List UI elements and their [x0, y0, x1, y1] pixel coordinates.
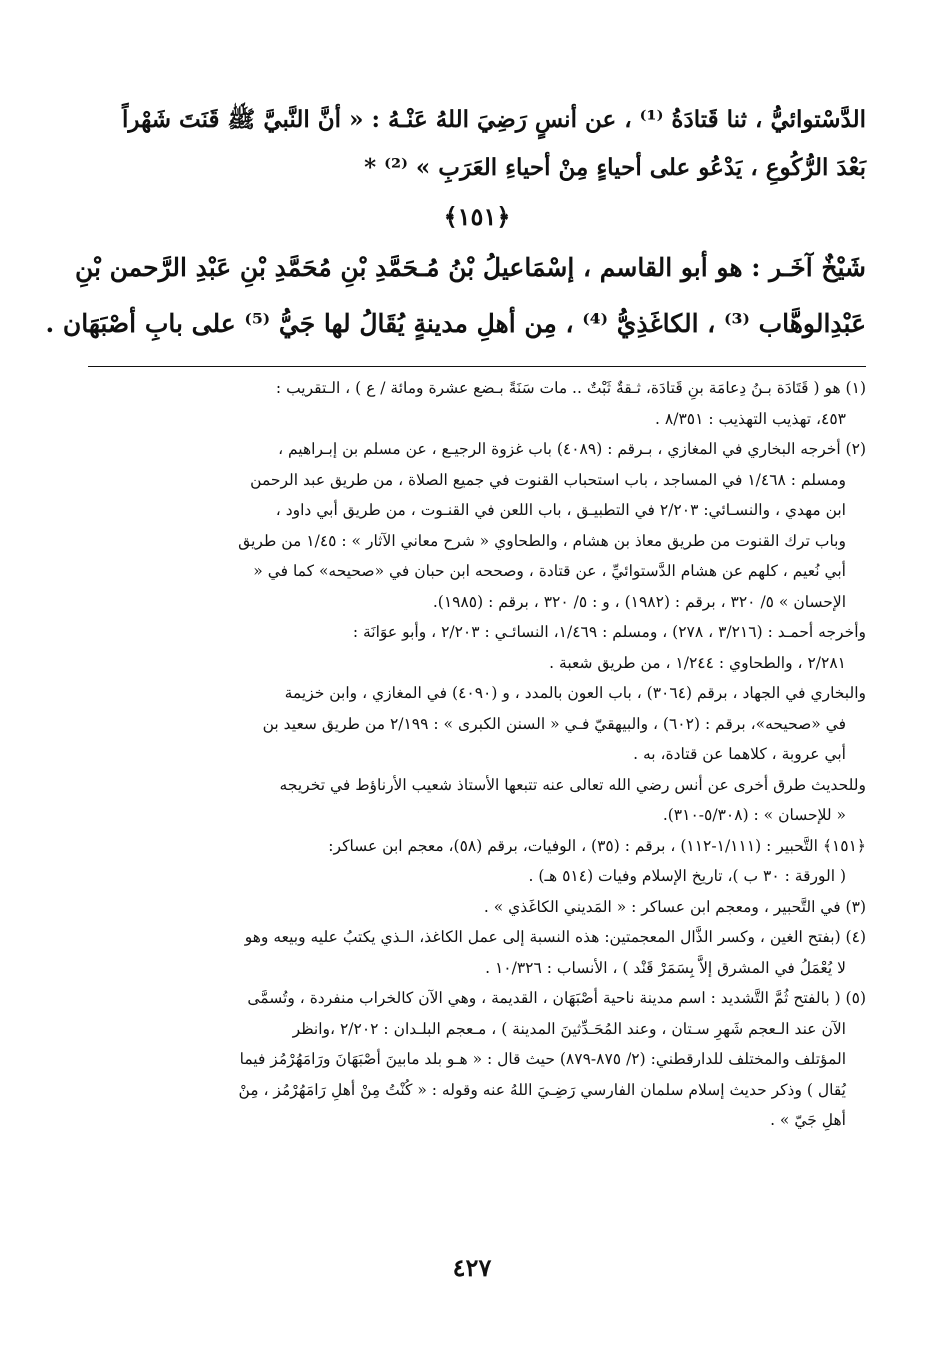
- footnote-line: أبي نُعيم ، كلهم عن هشام الدَّستوائيِّ ، عن قتادة ، وصححه ابن حبان في «صحيحه» كما في «: [253, 562, 846, 580]
- footnote-line: لا يُعْمَلُ في المشرق إلاَّ بِسَمَرْ قَنْد ) ، الأنساب : ١٠/٣٢٦ .: [485, 958, 846, 977]
- hadith-text: [88, 96, 866, 192]
- footnote-line: المؤتلف والمختلف للدارقطني: (٢/ ٨٧٥-٨٧٩) حيث قال : « هـو بلد مابينَ أصْبَهَانَ ورَامَهُرْمُز فيما: [239, 1050, 846, 1068]
- footnote: [88, 770, 866, 831]
- footnote-line: الآن عند الـعجم شَهرِ سـتان ، وعند المُحَـدِّثينَ المدينة ) ، مـعجم البلـدان : ٢/٢٠٢ ،وانظر: [292, 1019, 846, 1038]
- footnote-line: ابن مهدي ، والنسـائي: ٢/٢٠٣ في التطبيـق ، باب اللعن في القنـوت ، من طريق أبي داود ،: [275, 501, 846, 519]
- footnote-divider: [88, 366, 866, 367]
- footnote-line: وباب ترك القنوت من طريق معاذ بن هشام ، والطحاوي « شرح معاني الآثار » : ١/٤٥ من طريق: [238, 531, 846, 550]
- footnote-line: « للإحسان » : (٥/٣٠٨-٣١٠).: [662, 806, 846, 824]
- book-page: [45, 96, 866, 1294]
- footnote: [88, 983, 866, 1136]
- footnote-line: يُقال ) وذكر حديث إسلام سلمان الفارسي رَضِـيَ اللهُ عنه وقوله : « كُنْتُ مِنْ أهلِ رَامَهُرْمُز ، مِنْ: [238, 1080, 846, 1099]
- footnote: [88, 892, 866, 923]
- sheikh-line: عَبْدِالوهَّاب ⁽³⁾ ، الكاغَذِيُّ ⁽⁴⁾ ، مِن أهلِ مدينةٍ يُقَالُ لها جَيُّ ⁽⁵⁾ على بابِ أصْبَهَان .: [45, 309, 866, 338]
- footnote-line: ٢/٢٨١ ، والطحاوي : ١/٢٤٤ ، من طريق شعبة .: [549, 653, 846, 672]
- footnote-line: الإحسان » ٥/ ٣٢٠ ، برقم : (١٩٨٢) ، و : ٥/ ٣٢٠ ، برقم : (١٩٨٥).: [432, 592, 846, 611]
- footnote: [88, 373, 866, 434]
- footnote-line: ( الورقة : ٣٠ ب )، تاريخ الإسلام وفيات (٥١٤ هـ) .: [528, 867, 846, 885]
- footnote-line: (٣) في التَّحبير ، ومعجم ابن عساكر : « المَديني الكاغَذي » .: [483, 897, 866, 916]
- hadith-line: الدَّسْتوائيُّ ، ثنا قَتادَةُ ⁽¹⁾ ، عن أنسٍ رَضِيَ اللهُ عَنْـهُ : « أنَّ النَّبيَّ ﷺ قَنَتَ شَهْراً: [122, 106, 866, 133]
- entry-number: ﴿١٥١﴾: [443, 202, 511, 231]
- page-number: ٤٢٧: [452, 1253, 492, 1282]
- footnote-line: ٤٥٣، تهذيب التهذيب : ٨/٣٥١ .: [655, 409, 846, 428]
- footnote-line: والبخاري في الجهاد ، برقم (٣٠٦٤) ، باب العون بالمدد ، و (٤٠٩٠) في المغازي ، وابن خزيمة: [284, 684, 866, 702]
- footnote: [88, 922, 866, 983]
- footnote: [88, 617, 866, 678]
- footnotes: [88, 373, 866, 1136]
- footnote-line: وأخرجه أحمـد : (٣/٢١٦ ، ٢٧٨) ، ومسلم : ١/٤٦٩، النسائـي : ٢/٢٠٣ ، وأبو عوَانَة :: [352, 623, 866, 641]
- footnote: [88, 434, 866, 617]
- footnote-line: (٤) (بفتح الغين ، وكسر الذَّال المعجمتين: هذه النسبة إلى عمل الكاغذ، الـذي يكتبُ عليه وبيعه وهو: [244, 928, 866, 946]
- footnote-line: أبي عروبة ، كلاهما عن قتادة، به .: [633, 745, 846, 763]
- footnote-line: (٢) أخرجه البخاري في المغازي ، بـرقم : (٤٠٨٩) باب غزوة الرجيـع ، عن مسلم بن إبـراهيم ،: [278, 440, 866, 458]
- footnote-line: ومسلم : ١/٤٦٨ في المساجد ، باب استحباب القنوت في جميع الصلاة ، من طريق عبد الرحمن: [250, 470, 846, 489]
- sheikh-entry: [45, 240, 866, 352]
- footnote-line: في «صحيحه»، برقم : (٦٠٢) ، والبيهقيّ فـي « السنن الكبرى » : ٢/١٩٩ من طريق سعيد بن: [262, 714, 846, 733]
- footnote-line: ﴿١٥١﴾ التَّحبير : (١/١١١-١١٢) ، برقم : (٣٥) ، الوفيات، برقم (٥٨)، معجم ابن عساكر:: [328, 836, 866, 855]
- footnote-line: أهلِ جَيّ » .: [770, 1111, 846, 1129]
- footnote-line: (٥) ( بالفتح ثُمَّ التَّشديد : اسم مدينة ناحية أصْبَهَان ، القديمة ، وهي الآن كالخراب منفردة ، وتُسمَّى: [247, 989, 866, 1007]
- footnote: [88, 678, 866, 770]
- footnote: [88, 831, 866, 892]
- hadith-line: بَعْدَ الرُّكُوعِ ، يَدْعُو على أحياءٍ مِنْ أحياءِ العَرَبِ » ⁽²⁾ *: [364, 154, 866, 181]
- sheikh-line: شَيْخٌ آخَـر : هو أبو القاسم ، إسْمَاعيلُ بْنُ مُـحَمَّدِ بْنِ مُحَمَّدِ بْنِ عَبْدِ الرَّحمن بْنِ: [74, 253, 866, 282]
- footnote-line: (١) هو ( قَتَادَة بـنُ دِعامَة بنِ قَتادَة، ثـقةٌ ثَبْتٌ .. مات سَنَةً بـضع عشرة ومائة / ع ) ، الـتقريب :: [275, 379, 866, 397]
- footnote-line: وللحديث طرق أخرى عن أنس رضي الله تعالى عنه تتبعها الأستاذ شعيب الأرناؤط في تخريجه: [279, 775, 866, 794]
